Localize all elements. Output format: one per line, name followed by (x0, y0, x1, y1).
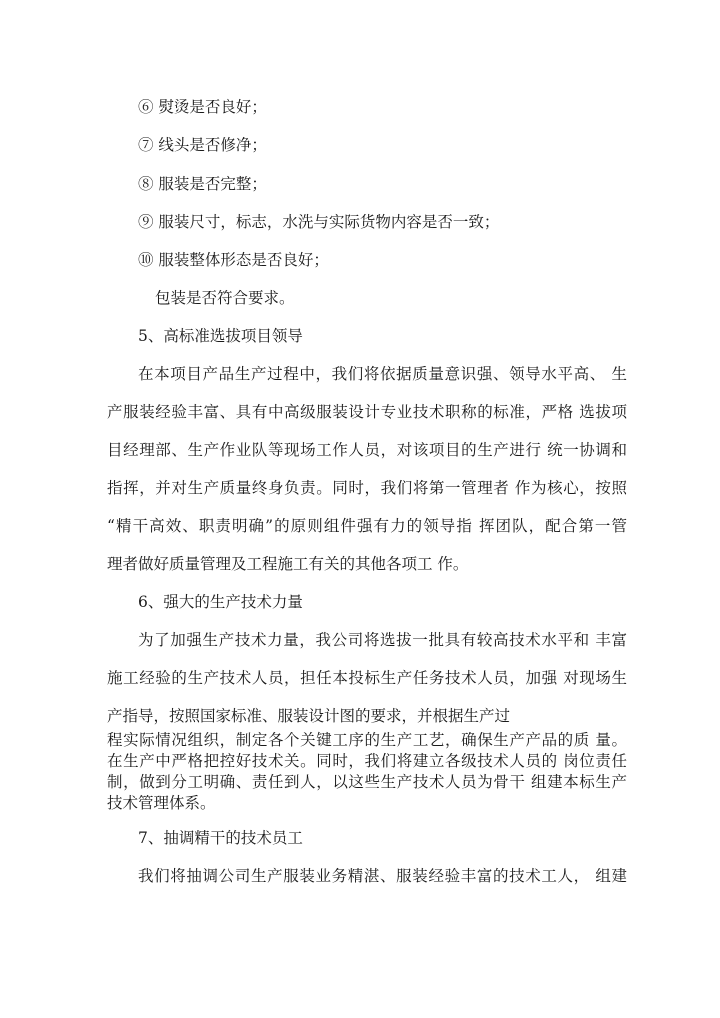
section-6-line-3: 产指导，按照国家标准、服装设计图的要求，并根据生产过 (107, 707, 511, 725)
section-7-heading: 7、抽调精干的技术员工 (138, 829, 303, 847)
section-6-line-5: 在生产中严格把控好技术关。同时，我们将建立各级技术人员的 岗位责任 (107, 752, 627, 770)
section-6-heading: 6、强大的生产技术力量 (138, 593, 303, 611)
section-6-line-1: 为了加强生产技术力量，我公司将选拔一批具有较高技术水平和 丰富 (138, 631, 627, 649)
check-item-6: ⑥ 熨烫是否良好； (138, 98, 267, 116)
section-5-line-3: 目经理部、生产作业队等现场工作人员，对该项目的生产进行 统一协调和 (107, 441, 627, 459)
section-5-line-6: 理者做好质量管理及工程施工有关的其他各项工 作。 (107, 555, 469, 573)
section-7-line-1: 我们将抽调公司生产服装业务精湛、服装经验丰富的技术工人， 组建 (138, 867, 627, 885)
check-item-7: ⑦ 线头是否修净； (138, 136, 267, 154)
check-item-packaging: 包装是否符合要求。 (155, 289, 295, 307)
check-item-8: ⑧ 服装是否完整； (138, 175, 267, 193)
section-6-line-4: 程实际情况组织，制定各个关键工序的生产工艺，确保生产产品的质 量。 (107, 731, 627, 749)
section-5-line-1: 在本项目产品生产过程中，我们将依据质量意识强、领导水平高、 生 (138, 365, 627, 383)
check-item-10: ⑩ 服装整体形态是否良好； (138, 251, 329, 269)
section-6-line-7: 技术管理体系。 (107, 794, 216, 812)
section-5-line-2: 产服装经验丰富、具有中高级服装设计专业技术职称的标准，严格 选拔项 (107, 403, 627, 421)
section-5-line-5: “精干高效、职责明确”的原则组件强有力的领导指 挥团队，配合第一管 (107, 517, 627, 535)
section-5-line-4: 指挥，并对生产质量终身负责。同时，我们将第一管理者 作为核心，按照 (107, 479, 627, 497)
section-6-line-6: 制，做到分工明确、责任到人，以这些生产技术人员为骨干 组建本标生产 (107, 773, 627, 791)
section-6-line-2: 施工经验的生产技术人员，担任本投标生产任务技术人员，加强 对现场生 (107, 669, 627, 687)
section-5-heading: 5、高标准选拔项目领导 (138, 327, 303, 345)
check-item-9: ⑨ 服装尺寸，标志，水洗与实际货物内容是否一致； (138, 213, 500, 231)
